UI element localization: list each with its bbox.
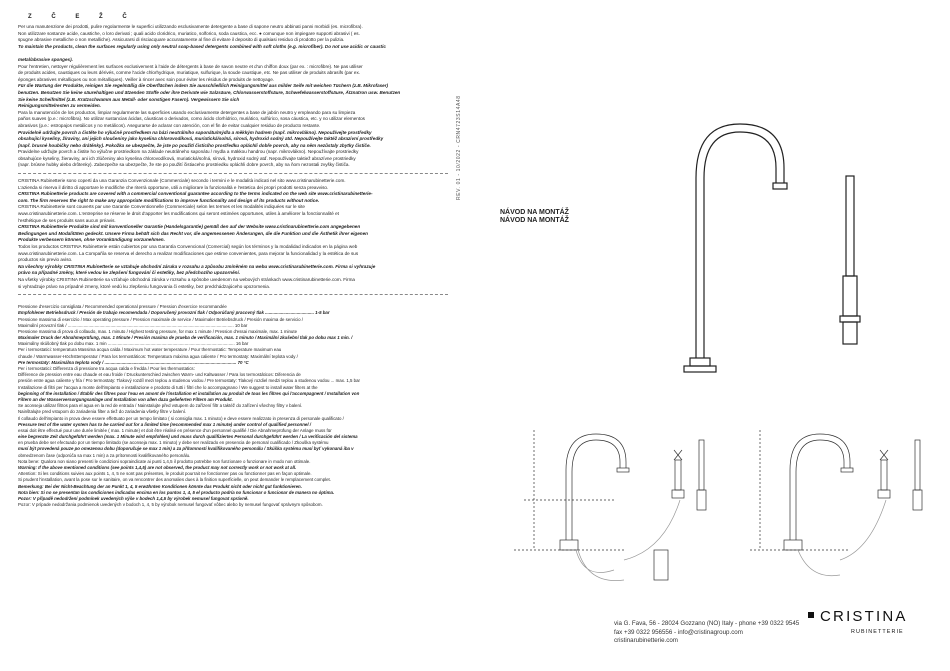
- warranty-line: Todos los productos CRISTINA Rubinetterie están cubiertos por una Garantía Convencional (Comercial) según los términos y la modalidad indicados en la página web: [18, 244, 358, 249]
- specs-line: Maximaler Druck der Abnahmeprüfung, max. 1 Minute / Presión maxima de prueba de verificación, max. 1 minuto / Maximální zkušební tlak po dobu max 1 min. /: [18, 335, 353, 341]
- maintenance-line: (napr. brúsne hubky alebo drôtenky). Zabezpečte sa ubezpečte, že ste po použití čistiaceho prostriedku opláchli dobre povrch, aby na ňom nezostali zvyšky čističa.: [18, 162, 350, 168]
- warranty-line: L'azienda si riserva il diritto di apportare le modifiche che riterrà opportune, utili a migliorare la funzionalità e l'estetica dei propri prodotti senza preavviso.: [18, 184, 329, 190]
- specs-line: Filtern an der Wasserversorgungsanlage und Installation von allen dazu gelieferten Filtern am Produkt.: [18, 396, 233, 402]
- specs-line: Warning: If the above mentioned conditions (see points 1,4,5) are not observed, the product may not correctly work or not work at all.: [18, 465, 297, 471]
- warranty-line: CRISTINA Rubinetterie sont couverts par une Garantie Conventionnelle (Commerciale) selon les termes et les modalités indiquées sur le site: [18, 204, 305, 210]
- maintenance-line: (např. brusné houbičky nebo drátěnky). Pokožka se ubezpečte, že jste po použití čisticího prostředku opláchli dobře povrch, aby na něm nezůstaly zbytky čističe.: [18, 142, 371, 148]
- instructions-column: [18, 14, 448, 508]
- warranty-line: Na všechny výrobky CRISTINA Rubinetterie se vztahuje obchodní záruka v rozsahu a způsobu zmíněném na webu www.cristinarubinetterie.com. Firma si vyhrazuje: [18, 263, 376, 269]
- maintenance-section: [18, 24, 448, 169]
- warranty-line: CRISTINA Rubinetterie products are covered with a commercial conventional guarantee according to the terms indicated on the web site www.cristinarubinetterie-: [18, 191, 373, 197]
- logo-subtitle: RUBINETTERIE: [851, 629, 904, 635]
- specs-line: musí být provedená pouze po omezenou dobu (doporučuje se max 1 min) a za přítomnosti kvalifikovaného personálu / Skúška systému musí byť vykonaná iba v: [18, 446, 354, 452]
- warranty-line: com. The firm reserves the right to make any appropriate modifications to improve functionality and design of its products without notice.: [18, 197, 320, 203]
- header-letters: Z Č E Ž Č: [28, 14, 136, 20]
- maintenance-line: obsahující kyseliny, žíraviny, ani jejich sloučeniny jako kyselina chlorovodíková, muriatická/solná, sírová, hydroxid sodný atd. Nepoužívejte taktéž abrazivní prostředky: [18, 136, 384, 142]
- maintenance-line: éponges abrasives métalliques ou non métalliques). Veiller à rincer avec soin pour éviter les résidus de produits de nettoyage.: [18, 76, 275, 82]
- revision-code: REV. 01 - 10/2022 - CRN4723S14A48: [456, 95, 462, 200]
- specs-line: Pozor: V případě nedodržení podmínek uvedených výše v bodech 1,4,5 by výrobek nemusel fungovat správně.: [18, 495, 249, 501]
- maintenance-line: benutzen. Benutzen Sie keine säurehaltigen und ätzenden Stoffe oder ihre Derivate wie Salzsäure, Chlorwasserstoffsäure, Schwefelwasserstoffsäure, Ätznatron usw. Benutzen: [18, 89, 401, 95]
- specs-line: Installazione di filtri per l'acqua a monte dell'impianto e installazione e prodotto di tutti i filtri che lo accompagnano / We suggest to install water filters at the: [18, 384, 318, 390]
- specs-line: en prueba debe ser efectuado por un tiempo limitado (se aconseja max. 1 minuto) y debe ser realizado en presencia de personal cualificado / Zkouška systému: [18, 440, 329, 446]
- maintenance-line: Per una manutenzione dei prodotti, pulire regolarmente le superfici utilizzando esclusivamente detergente a base di sapone neutro abbinati panni morbidi (es. microfibra).: [18, 24, 363, 29]
- maintenance-line: To maintain the products, clean the surfaces regularly using only neutral soap-based detergents combined with soft cloths (e.g. microfiber). Do not use acidic or caustic: [18, 43, 386, 49]
- specs-line: Pressione d'esercizio consigliata / Recommended operational pressure / Pression d'exercice recommandée: [18, 304, 227, 310]
- specs-line: Si prudent l'installation, avant la pose sur le sanitaire, on va rencontrer des anomalies dues à la finition superficielle, on peut demander le remplacement complet.: [18, 477, 331, 483]
- maintenance-line: [18, 50, 448, 57]
- maintenance-line: Sie keine Scheifmittel (z.B. Kratzschwamm aus Metall- oder sonstigen Fasern). Vergewissern Sie sich: [18, 96, 240, 102]
- warranty-line: Na všetky výrobky CRISTINA Rubinetterie sa vzťahuje obchodná záruka v rozsahu a spôsobe uvedenom na webových stránkach www.cristinarubinetterie.com. Firma: [18, 276, 355, 282]
- specs-line: Il collaudo dell'impianto in prova deve essere effettuato per un tempo limitato ( si consiglia max. 1 minuto) e deve essere realizzato in presenza di personale qualificato /: [18, 415, 344, 421]
- maintenance-line: obsahujúce kyseliny, žieraviny, ani ich zlúčeniny ako kyselina chlorovodíková, muriatická/soľná, sírová, hydroxid sodný atď. Nepoužívajte taktiež abrazívne prostriedky: [18, 155, 356, 161]
- maintenance-line: Pour l'entretien, nettoyer régulièrement les surfaces exclusivement à l'aide de détergents à base de savon neutre et d'un chiffon doux (par ex. : microfibre). Ne pas utiliser: [18, 63, 363, 69]
- warranty-line: www.cristinarubinetterie.com. L'entreprise se réserve le droit d'apporter les modifications qui seront estimées opportunes, utiles à améliorer la fonctionnalité et: [18, 211, 339, 217]
- company-footer: [614, 620, 799, 646]
- technical-drawing-1: [504, 410, 724, 600]
- maintenance-line: Para la manutención de los productos, limpiar regularmente las superficies usando exclusivamente detergentes a base de jabón neutro y empleando para su limpieza: [18, 109, 356, 115]
- specs-line: presión entre agua caliente y fría / Pro termostaty: Tlakový rozdíl mezi teplou a studenou vodou / Pre termostaty: Tlakový rozdiel medzi teplou a studenou vodou ... max. 1,5 bar: [18, 378, 360, 384]
- specs-line: Se aconseja utilizar filtros para el agua en la red de entrada / Nainstalujte před vstupem do zařízení filtr a taktéž do zařízení všechny filtry v balení.: [18, 403, 303, 409]
- address: via G. Fava, 56 - 28024 Gozzano (NO) Italy - phone +39 0322 9545: [614, 620, 800, 627]
- technical-drawing-2: [740, 410, 940, 600]
- maintenance-line: Pravidelne udržujte povrch a čistite ho výlučne prostriedkom na základe neutrálneho saponátu / mydla a mäkkou handrou (napr. mikrovlákno). Nepoužívajte prostriedky: [18, 149, 359, 155]
- specs-line: essai doit être effectué pour une durée limitée ( max. 1 minute) et doit être réalisé en présence d'un personnel qualifié / Die Abnahmeprüfung der Anlage muss für: [18, 427, 332, 433]
- maintenance-line: Reinigungsmittelresten zu vermeiden.: [18, 103, 101, 109]
- warranty-line: productos sin previo aviso.: [18, 257, 73, 263]
- specs-line: Nota bene: Qualora non siano presenti le condizioni sopraindicate ai punti 1,4,5 il prodotto potrebbe non funzionare o funzionare in modo non ottimale.: [18, 458, 311, 464]
- warranty-line: CRISTINA Rubinetterie sono coperti da una Garanzia Convenzionale (Commerciale) secondo i termini e le modalità indicati nel sito www.cristinarubinetterie.com.: [18, 178, 346, 184]
- specs-line: Pozor: V prípade nedodržania podmienok uvedených v bodoch 1, 4, 5 by výrobok nemusel fungovať vôbec alebo by nemusel fungovať správnym spôsobom.: [18, 502, 323, 508]
- specs-line: Bemerkung: Bei der Nicht-Beachtung der an Punkt 1, 4, 5 erwähnten Konditionen könnte das Produkt nicht oder nicht gut funktionieren.: [18, 483, 302, 489]
- contact: fax +39 0322 956556 - info@cristinagroup.com: [614, 628, 743, 636]
- specs-line: Différence de pression entre eau chaude et eau froide / Druckunterschied zwischen Warm- und Kaltwasser / Para los termostáticos: Diferencia de: [18, 372, 301, 378]
- specs-line: Per i termostatici: temperatura Massima acqua calda / Maximum hot water temperature / Pour thermostatic: Temperature maximum eau: [18, 347, 282, 353]
- specs-line: obmedzenom čase (odporúča sa max 1 min) a za prítomnosti kvalifikovaného personálu.: [18, 452, 191, 458]
- maintenance-line: Pravidelně udržujte povrch a čistěte ho výlučně prostředkem na bázi neutrálního saponátu/mýdla a měkkým hadrem (např. mikrovlákno). Nepoužívejte prostředky: [18, 129, 372, 135]
- warranty-line: Bedingungen und Modalitäten gedeckt. Unsere Firma behält sich das Recht vor, die angemessenen Änderungen, die die Funktion und die Ästhetik ihrer eigenen: [18, 230, 368, 236]
- specs-line: Attention: Si les conditions suivies aux points 1, 4, 5 ne sont pas présentes, le produit pourrait ne fonctionner pas ou fonctionner pas en façon optimale.: [18, 471, 312, 477]
- maintenance-line: Für die Wartung der Produkte, reinigen Sie regelmäßig die Oberflächen indem Sie ausschließlich Reinigungsmittel aus milder Seife mit weichen Tüchern (z.B. Mikrofaser): [18, 83, 389, 89]
- specs-line: Nota bien: Si no se presentan las condiciones indicadas encima en los puntos 1, 4, 5 el producto podría no funcionar o funcionar de manera no óptima.: [18, 489, 335, 495]
- specs-line: Per i termostatici: Differenza di pressione tra acqua calda e fredda / Pour les thermostatics:: [18, 366, 195, 372]
- specs-line: Pre termostaty: Maximálna teplota vody / ............................................................................................................ 70 °C: [18, 359, 249, 365]
- warranty-line: si vyhradzuje právo na prípadné zmeny, ktoré vedú ku zlepšeniu fungovania či estetiky, bez predchádzajúceho upozornenia.: [18, 283, 271, 289]
- maintenance-line: spugne abrasive metalliche o non metalliche). Assicurarsi di risciacquare accuratamente al fine di evitare il deposito di qualsiasi residuo di prodotto per la pulizia.: [18, 37, 345, 43]
- website: cristinarubinetterie.com: [614, 637, 678, 645]
- warranty-line: www.cristinarubinetterie.com. La Compañía se reserva el derecho a realizar modificaciones que estime convenientes, para mejorar la funcionalidad y la estética de sus: [18, 250, 359, 256]
- technical-specs-section: [18, 304, 448, 508]
- logo-square-icon: [808, 612, 814, 618]
- divider: [18, 294, 448, 295]
- installation-title: [500, 209, 569, 224]
- specs-line: Pressione massima di esercizio / Max operating pressure / Pression maximale de service / Maximaler Betriebsdruck / Presión maxima de servicio /: [18, 316, 304, 322]
- specs-line: eine begrenzte Zeit durchgeführt werden (max. 1 Minute wird empfohlen) und muss durch qualifiziertes Personal durchgeführt werden / La verificación del sistema: [18, 434, 358, 440]
- specs-line: beginning of the installation / Établir des filtres pour l'eau en amont de l'installation et installation au produit de tous les filtres qui l'accompagnent / Installation von: [18, 390, 360, 396]
- warranty-line: CRISTINA Rubinetterie Produkte sind mit konventioneller Garantie (Handelsgarantie) gemäß den auf der Website www.cristinarubinetterie.com angegebenen: [18, 224, 361, 230]
- specs-line: Maximální provozní tlak / ........................................................................................................................................ 10 bar: [18, 322, 248, 328]
- specs-line: Maximálny skúšobný tlak po dobu max. 1 min ........................................................................................................ 16 bar: [18, 341, 249, 347]
- warranty-line: l'esthétique de ses produits sans aucun préavis.: [18, 217, 116, 223]
- title-line-2: NÁVOD NA MONTÁŽ: [500, 216, 569, 224]
- title-line-1: NÁVOD NA MONTÁŽ: [500, 209, 569, 216]
- maintenance-line: paños suaves (p.e.: microfibra). No utilizar sustancias ácidas, cáusticas o derivados, como ácido clorhídrico, muriático, sulfúrico, sosa cáustica, etc. y no utilizar elementos: [18, 116, 365, 122]
- specs-line: chaude / Warmwasser-Höchsttemperatur / Para los termostáticos: Temperatura máxima agua caliente / Pro termostaty: Maximální teplota vody /: [18, 353, 298, 359]
- divider: [18, 173, 448, 174]
- warranty-section: [18, 178, 448, 290]
- maintenance-line: Non utilizzare sostanze acide, caustiche, o loro derivati ; quali acido cloridrico, muriatico, solforico, soda caustica, ecc. ● comunque non impiegare supporti abrasivi ( es.: [18, 30, 360, 36]
- specs-line: Pressure test of the water system has to be carried out for a limited time (recommended max 1 minute) under control of qualified personnel /: [18, 421, 312, 427]
- specs-line: Nainštalujte pred vstupom do zariadenia filter a tiež do zariadenia všetky filtre v balení.: [18, 409, 187, 415]
- maintenance-line: abrasivos (p.e.: estropajos metálicos y no metálicos). Asegurarse de aclarar con atención, con el fin de evitar cualquier residuo de producto restante.: [18, 122, 321, 128]
- product-drawing: [640, 108, 870, 398]
- warranty-line: právo na případné změny, které vedou ke zlepšení fungování či estetiky, bez předchozího upozornění.: [18, 270, 240, 276]
- maintenance-line: metal/abrasive sponges).: [18, 56, 73, 62]
- warranty-line: Produkte verbessern können, ohne Vorankündigung vorzunehmen.: [18, 237, 165, 243]
- specs-line: Empfohlener Betriebsdruck / Presión de trabajo recomendada / Doporučený provozní tlak / Odporúčaný pracovný tlak ........................................ 1-5 bar: [18, 310, 330, 316]
- maintenance-line: de produits acides, caustiques ou leurs dérivés, comme l'acide chlorhydrique, muriatique, sulfurique, la soude caustique, etc. Ne pas utiliser de produits abrasifs (par ex.: [18, 70, 361, 76]
- logo-name: CRISTINA: [820, 608, 908, 625]
- specs-line: Pressione massima di prova di collaudo, max. 1 minuto / Highest testing pressure, for max 1 minute / Pression d'essai maximale, max. 1 minute: [18, 328, 298, 334]
